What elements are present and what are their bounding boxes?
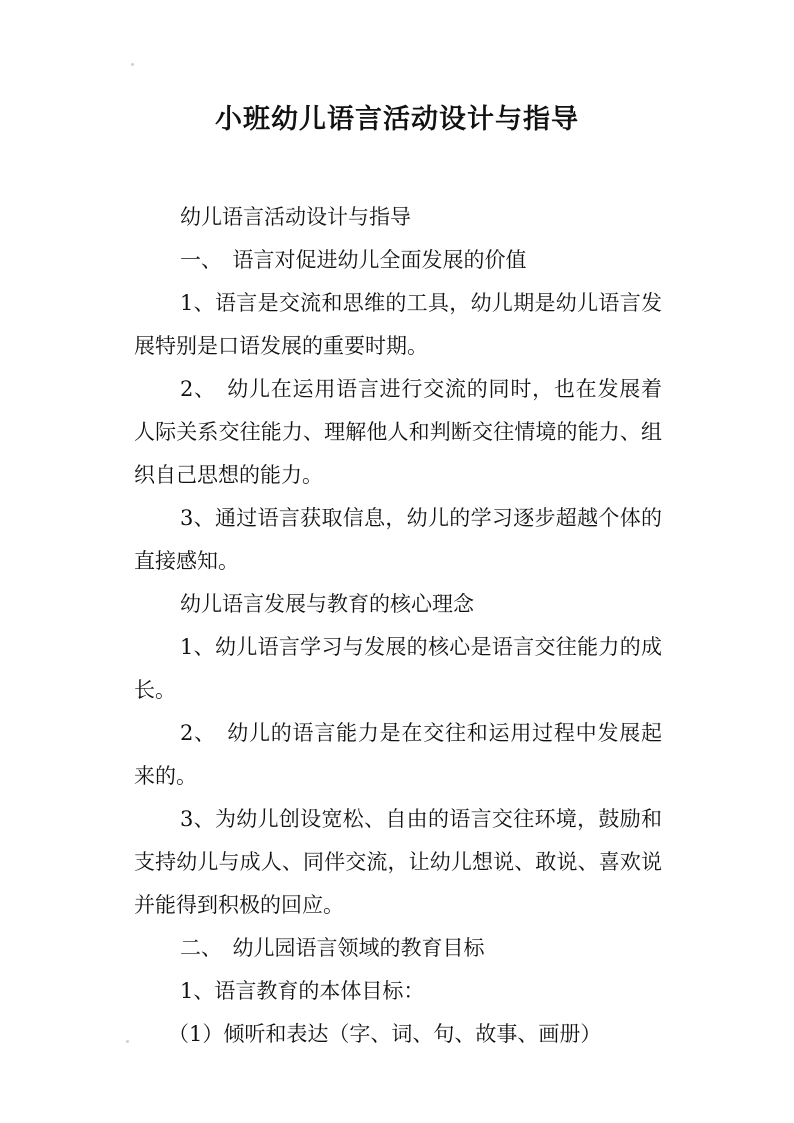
paragraph: 1、幼儿语言学习与发展的核心是语言交往能力的成长。 <box>134 635 662 702</box>
section-heading: 一、 语言对促进幼儿全面发展的价值 <box>180 248 527 272</box>
scan-speck <box>126 1040 129 1043</box>
section-heading: 二、 幼儿园语言领域的教育目标 <box>180 936 485 960</box>
paragraph: 2、 幼儿在运用语言进行交流的同时，也在发展着人际关系交往能力、理解他人和判断交往情境的能力、组织自己思想的能力。 <box>134 377 662 487</box>
document-title: 小班幼儿语言活动设计与指导 <box>215 104 579 135</box>
document-body <box>134 196 662 1056</box>
paragraph: 幼儿语言活动设计与指导 <box>180 205 411 229</box>
paragraph: 2、 幼儿的语言能力是在交往和运用过程中发展起来的。 <box>134 721 662 788</box>
scan-speck <box>131 63 134 66</box>
paragraph: 1、语言教育的本体目标： <box>180 979 425 1003</box>
paragraph: （1）倾听和表达（字、词、句、故事、画册） <box>168 1022 602 1046</box>
paragraph: 3、为幼儿创设宽松、自由的语言交往环境，鼓励和支持幼儿与成人、同伴交流，让幼儿想说、敢说、喜欢说并能得到积极的回应。 <box>134 807 662 917</box>
paragraph: 3、通过语言获取信息，幼儿的学习逐步超越个体的直接感知。 <box>134 506 662 573</box>
paragraph: 1、语言是交流和思维的工具，幼儿期是幼儿语言发展特别是口语发展的重要时期。 <box>134 291 662 358</box>
section-heading: 幼儿语言发展与教育的核心理念 <box>180 592 474 616</box>
